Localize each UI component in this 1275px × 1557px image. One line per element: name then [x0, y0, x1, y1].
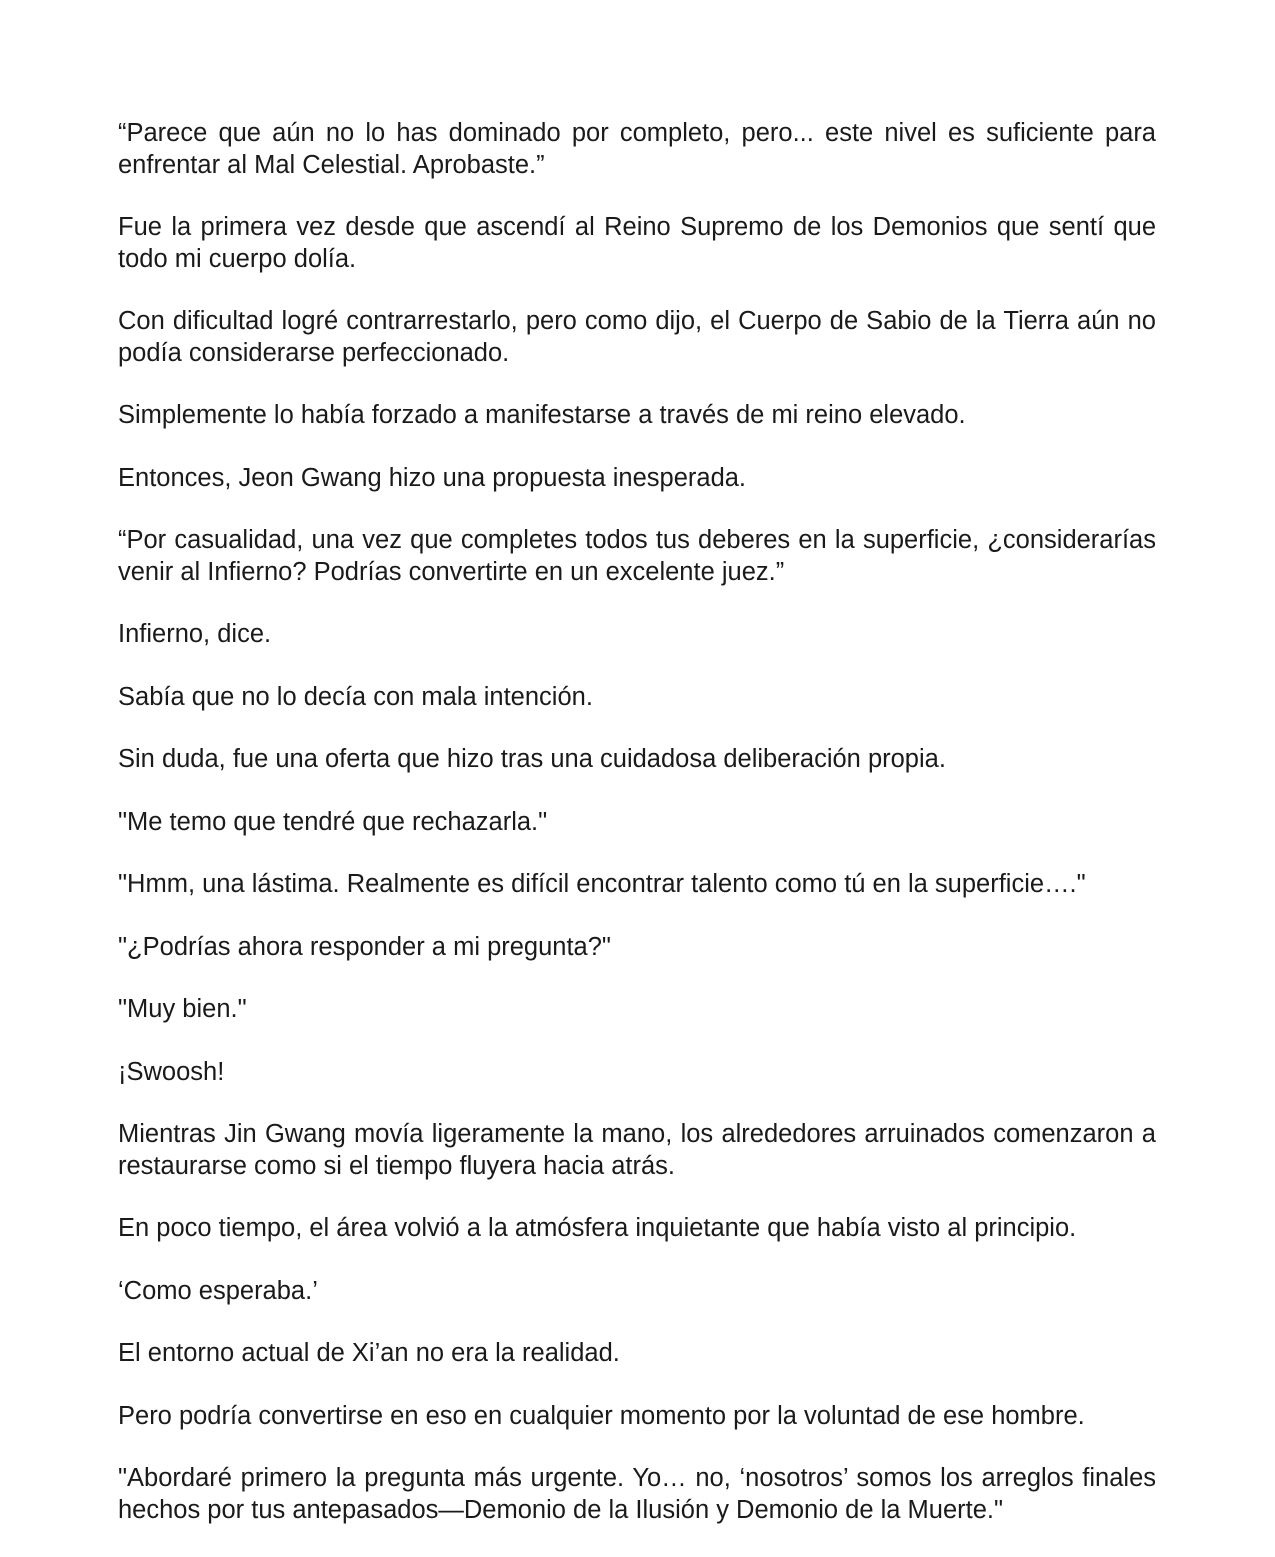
paragraph: "¿Podrías ahora responder a mi pregunta?": [118, 932, 611, 961]
paragraph: "Abordaré primero la pregunta más urgente. Yo… no, ‘nosotros’ somos los arreglos finales hechos por tus antepasados—Demonio de la Ilusión y Demonio de la Muerte.": [118, 1464, 1156, 1524]
paragraph: Sabía que no lo decía con mala intención.: [118, 682, 593, 711]
paragraph: Sin duda, fue una oferta que hizo tras una cuidadosa deliberación propia.: [118, 745, 946, 773]
paragraph: "Hmm, una lástima. Realmente es difícil encontrar talento como tú en la superficie….": [118, 870, 1086, 898]
paragraph: Simplemente lo había forzado a manifestarse a través de mi reino elevado.: [118, 401, 966, 429]
paragraph: En poco tiempo, el área volvió a la atmósfera inquietante que había visto al principio.: [118, 1214, 1077, 1242]
paragraph: “Por casualidad, una vez que completes todos tus deberes en la superficie, ¿considerarías venir al Infierno? Podrías convertirte en un excelente juez.”: [118, 526, 1156, 586]
paragraph: "Muy bien.": [118, 995, 247, 1023]
paragraph: Pero podría convertirse en eso en cualquier momento por la voluntad de ese hombre.: [118, 1401, 1085, 1430]
paragraph: Fue la primera vez desde que ascendí al Reino Supremo de los Demonios que sentí que todo mi cuerpo dolía.: [118, 213, 1156, 273]
paragraph: "Me temo que tendré que rechazarla.": [118, 807, 548, 836]
paragraph: Entonces, Jeon Gwang hizo una propuesta inesperada.: [118, 463, 747, 492]
paragraph: Infierno, dice.: [118, 620, 272, 648]
paragraph: Mientras Jin Gwang movía ligeramente la mano, los alrededores arruinados comenzaron a restaurarse como si el tiempo fluyera hacia atrás.: [118, 1120, 1156, 1180]
paragraph: ¡Swoosh!: [118, 1057, 225, 1086]
paragraph: ‘Como esperaba.’: [118, 1276, 318, 1305]
paragraph: “Parece que aún no lo has dominado por completo, pero... este nivel es suficiente para enfrentar al Mal Celestial. Aprobaste.”: [118, 119, 1156, 179]
paragraph: Con dificultad logré contrarrestarlo, pero como dijo, el Cuerpo de Sabio de la Tierra aún no podía considerarse perfeccionado.: [118, 307, 1156, 367]
paragraph: El entorno actual de Xi’an no era la realidad.: [118, 1339, 620, 1367]
document-page: [118, 118, 1156, 1557]
